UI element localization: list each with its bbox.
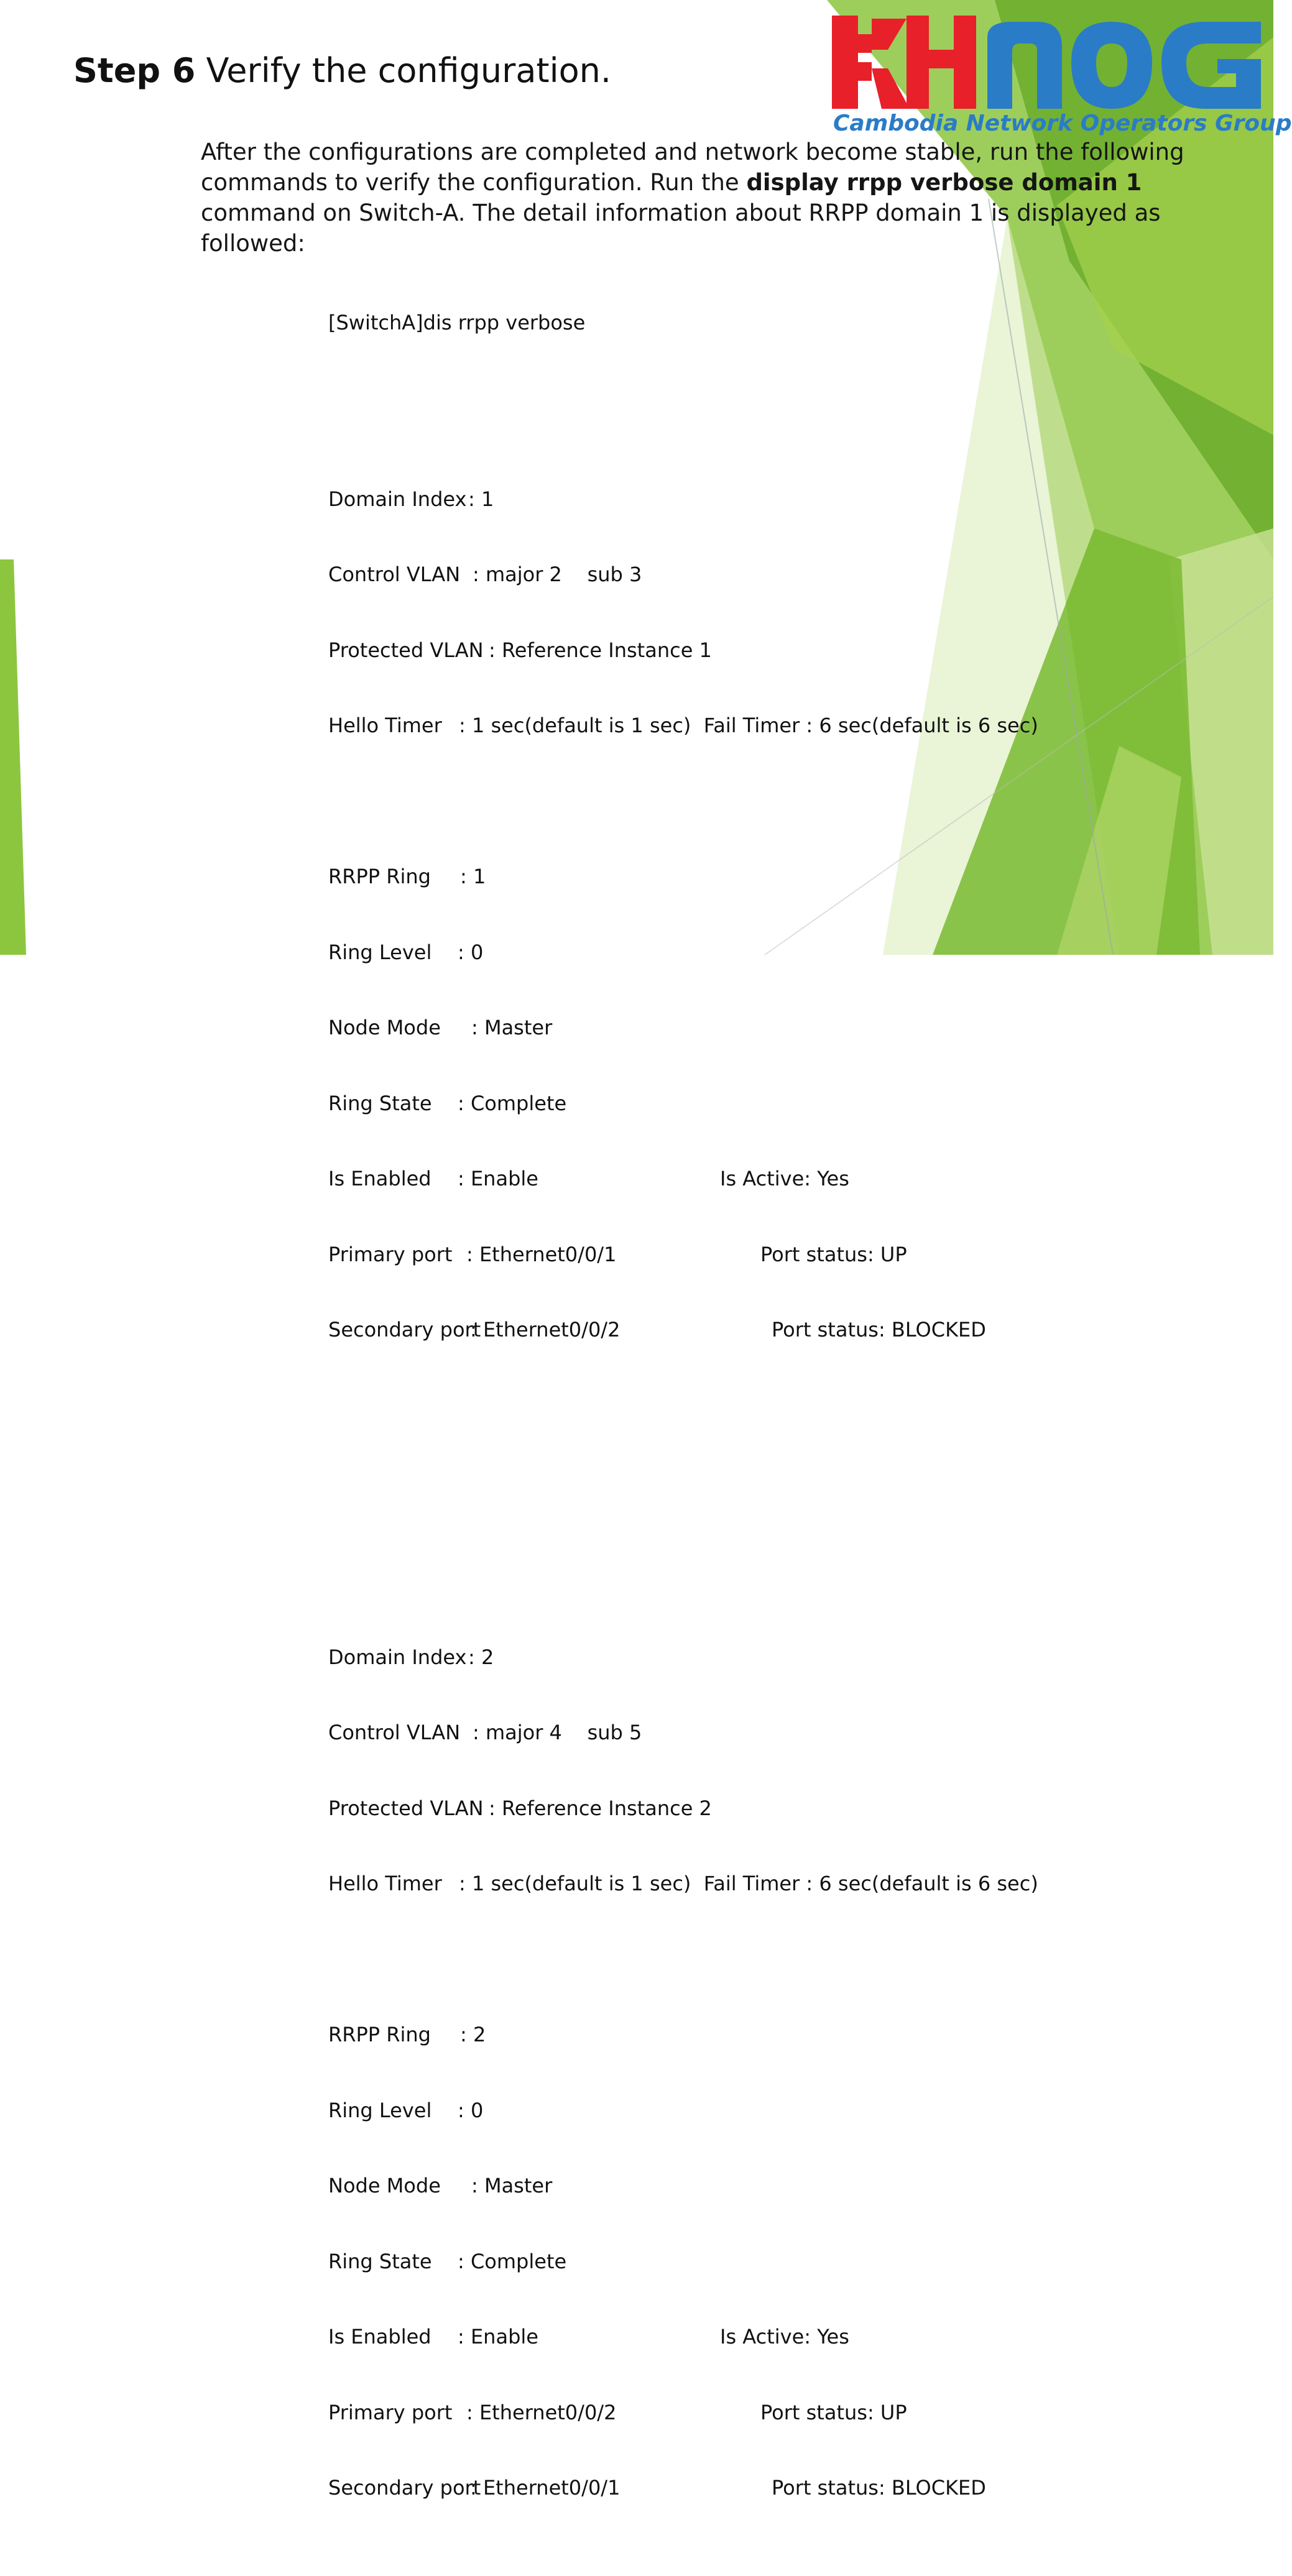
field-label: Is Enabled — [328, 1167, 431, 1190]
cli-output — [328, 260, 1038, 2576]
domain-block-2 — [328, 1594, 1038, 2551]
field-value: : Master — [471, 2174, 553, 2197]
field-label: Node Mode — [328, 2174, 441, 2197]
cli-line — [328, 1796, 712, 1821]
field-label: Secondary port — [328, 1318, 481, 1341]
intro-after: command on Switch-A. The detail information about RRPP domain 1 is displayed as followed: — [201, 200, 1161, 257]
field-value: : 0 — [458, 940, 484, 964]
field-label: RRPP Ring — [328, 2023, 431, 2046]
slide-title — [73, 51, 611, 90]
cli-line — [328, 2400, 907, 2426]
cli-line — [328, 1091, 567, 1116]
cli-line — [328, 713, 1038, 738]
cli-line — [328, 2249, 567, 2275]
field-label: Ring State — [328, 2249, 432, 2273]
field-value: : Enable — [458, 2325, 538, 2348]
domain-block-1 — [328, 436, 1038, 1393]
logo-subtitle: Cambodia Network Operators Group — [833, 111, 1292, 136]
intro-command: display rrpp verbose domain 1 — [746, 169, 1142, 196]
field-label: Is Enabled — [328, 2325, 431, 2348]
field-label: Primary port — [328, 1242, 453, 1266]
cli-line — [328, 1317, 986, 1343]
cli-line — [328, 864, 486, 890]
title-text: Verify the configuration. — [206, 51, 612, 90]
field-value: : major 4 sub 5 — [473, 1721, 642, 1744]
cli-line — [328, 1720, 642, 1746]
cli-line — [328, 1871, 1038, 1897]
field-value: : Ethernet0/0/1 — [466, 1242, 617, 1266]
field-label: Ring Level — [328, 940, 432, 964]
field-value: : Reference Instance 2 — [489, 1796, 712, 1820]
cli-line — [328, 2173, 553, 2199]
field-value: : 1 — [460, 865, 486, 888]
cli-line — [328, 940, 484, 965]
field-label: Hello Timer — [328, 714, 442, 737]
field-value: : 2 — [468, 1645, 494, 1669]
field-value: : major 2 sub 3 — [473, 563, 642, 586]
field-value: : 1 sec(default is 1 sec) Fail Timer : 6 sec(default is 6 sec) — [459, 1872, 1038, 1895]
field-value: : Enable — [458, 1167, 538, 1190]
field-label: Domain Index — [328, 487, 467, 511]
field-value: : Master — [471, 1016, 553, 1039]
cli-line — [328, 1015, 553, 1041]
cli-line — [328, 1242, 907, 1267]
field-extra: Is Active: Yes — [720, 1167, 849, 1190]
field-label: RRPP Ring — [328, 865, 431, 888]
field-label: Ring Level — [328, 2098, 432, 2122]
field-value: : Reference Instance 1 — [489, 638, 712, 662]
field-value: : 2 — [460, 2023, 486, 2046]
field-label: Ring State — [328, 1091, 432, 1115]
field-extra: Port status: UP — [760, 1242, 907, 1266]
intro-paragraph — [201, 137, 1245, 259]
field-label: Node Mode — [328, 1016, 441, 1039]
field-label: Control VLAN — [328, 1721, 461, 1744]
field-value: : Ethernet0/0/2 — [470, 1318, 621, 1341]
field-extra: Port status: BLOCKED — [772, 1318, 986, 1341]
field-value: : Ethernet0/0/1 — [470, 2476, 621, 2500]
field-label: Protected VLAN — [328, 638, 484, 662]
cli-prompt: [SwitchA]dis rrpp verbose — [328, 311, 586, 334]
cli-line — [328, 487, 494, 512]
field-value: : 1 sec(default is 1 sec) Fail Timer : 6 sec(default is 6 sec) — [459, 714, 1038, 737]
field-value: : Ethernet0/0/2 — [466, 2400, 617, 2424]
cli-line — [328, 1166, 849, 1192]
field-extra: Is Active: Yes — [720, 2325, 849, 2348]
field-label: Domain Index — [328, 1645, 467, 1669]
field-value: : 1 — [468, 487, 494, 511]
cli-line — [328, 2475, 986, 2501]
field-value: : 0 — [458, 2098, 484, 2122]
cli-line — [328, 562, 642, 587]
field-label: Secondary port — [328, 2476, 481, 2500]
field-label: Primary port — [328, 2400, 453, 2424]
field-label: Protected VLAN — [328, 1796, 484, 1820]
cli-line — [328, 2324, 849, 2350]
intro-before: After the configurations are completed and network become stable, run the following commands to verify the configuration. Run the — [201, 139, 1184, 196]
cli-line — [328, 2022, 486, 2048]
field-value: : Complete — [458, 1091, 567, 1115]
cli-line — [328, 638, 712, 663]
field-value: : Complete — [458, 2249, 567, 2273]
cli-line — [328, 2098, 484, 2123]
cli-prompt-line — [328, 310, 586, 336]
field-extra: Port status: UP — [760, 2400, 907, 2424]
cli-line — [328, 1645, 494, 1670]
field-label: Control VLAN — [328, 563, 461, 586]
field-extra: Port status: BLOCKED — [772, 2476, 986, 2500]
field-label: Hello Timer — [328, 1872, 442, 1895]
step-label: Step 6 — [73, 51, 196, 90]
